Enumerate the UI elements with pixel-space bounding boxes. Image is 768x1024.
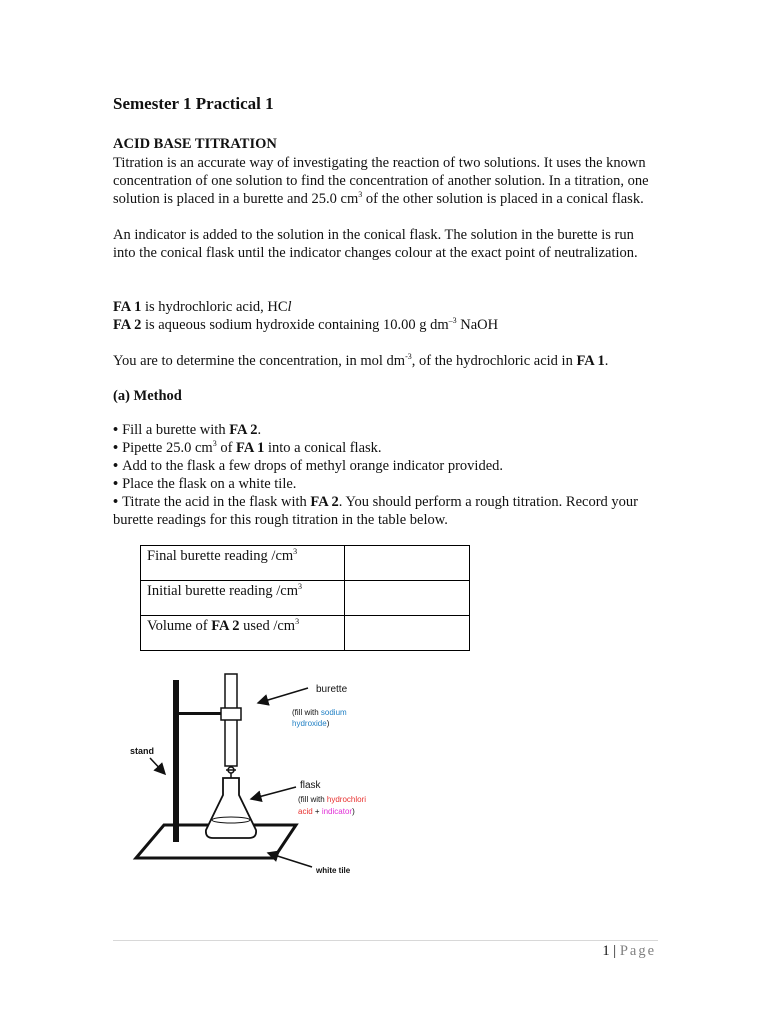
intro-paragraph-2: An indicator is added to the solution in the conical flask. The solution in the burette is run into the conical flask until the indicator changes colour at the exact point of neutralization. — [113, 227, 638, 261]
page-number: 1 — [602, 943, 610, 959]
list-item: • Place the flask on a white tile. — [113, 476, 297, 492]
table-cell-value[interactable] — [345, 546, 470, 581]
stand-rod — [173, 680, 179, 842]
white-tile-label: white tile — [316, 866, 351, 875]
page-footer: 1 | Page — [602, 943, 656, 959]
table-cell-label: Volume of FA 2 used $/cm^3$ — [141, 616, 345, 651]
table-cell-label: Initial burette reading $/cm^3$ — [141, 581, 345, 616]
intro-paragraph-1: Titration is an accurate way of investigating the reaction of two solutions. It uses the known concentration of one solution to find the concentration of another solution. In a titration, one solution is placed in a burette and 25.0 $cm^3$ of the other solution is placed in a conical flask. — [113, 155, 649, 207]
reagent-fa2: FA 2 is aqueous sodium hydroxide containing 10.00 g $dm^{-3}$ NaOH — [113, 316, 499, 333]
page-word: Page — [619, 943, 656, 959]
document-title: Semester 1 Practical 1 — [113, 94, 274, 113]
bullet-icon: • — [113, 458, 119, 474]
list-item: • Fill a burette with FA 2. — [113, 422, 262, 438]
burette-note-2: hydroxide) — [292, 719, 330, 728]
task-statement: You are to determine the concentration, in mol $dm^{-3}$, of the hydrochloric acid in FA 1. — [113, 352, 609, 369]
flask-note-2: acid + indicator) — [298, 807, 355, 816]
table-cell-value[interactable] — [345, 581, 470, 616]
titration-apparatus-diagram — [128, 670, 398, 885]
conical-flask — [206, 778, 256, 838]
table-cell-label: Final burette reading $/cm^3$ — [141, 546, 345, 581]
bullet-icon: • — [113, 440, 119, 456]
list-item: • Add to the flask a few drops of methyl orange indicator provided. — [113, 458, 504, 474]
list-item: • Titrate the acid in the flask with FA 2. You should perform a rough titration. Record your burette readings for this rough titration in the table below. — [113, 494, 638, 528]
flask-label: flask — [300, 780, 321, 791]
burette-clamp — [221, 708, 241, 720]
method-heading: (a) Method — [113, 388, 182, 404]
stand-label: stand — [130, 746, 155, 756]
section-heading: ACID BASE TITRATION — [113, 136, 277, 152]
clamp-arm — [177, 712, 227, 715]
reagent-fa1: FA 1 is hydrochloric acid, HCl — [113, 299, 292, 315]
burette-label: burette — [316, 684, 348, 695]
burette-readings-table — [140, 545, 470, 651]
flask-note: (fill with hydrochlori — [298, 795, 367, 804]
list-item: • Pipette 25.0 $cm^3$ of FA 1 into a conical flask. — [113, 439, 382, 456]
bullet-icon: • — [113, 422, 119, 438]
bullet-icon: • — [113, 476, 119, 492]
method-list — [113, 421, 658, 529]
table-row — [141, 581, 470, 616]
bullet-icon: • — [113, 494, 119, 510]
burette-note: (fill with sodium — [292, 708, 347, 717]
table-row — [141, 546, 470, 581]
table-row — [141, 616, 470, 651]
footer-divider — [113, 940, 658, 941]
table-cell-value[interactable] — [345, 616, 470, 651]
